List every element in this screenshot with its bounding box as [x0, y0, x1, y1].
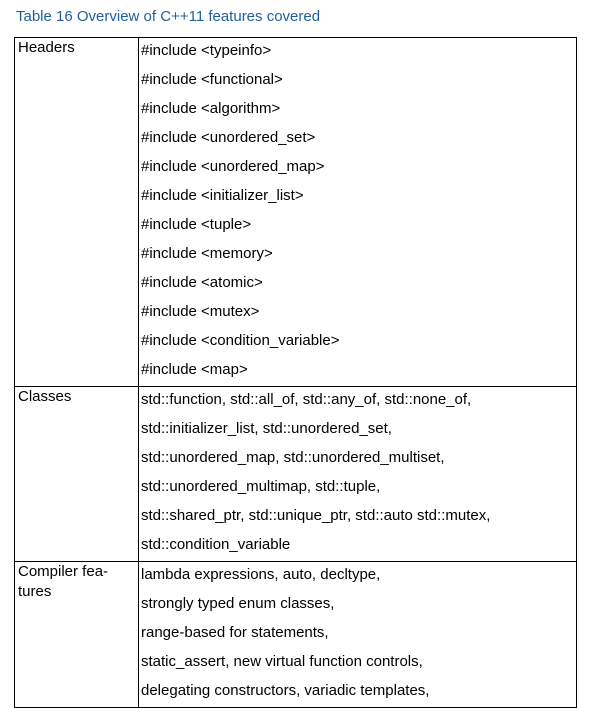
class-item: std::unordered_multimap, std::tuple,: [141, 478, 381, 495]
row-label-line: tures: [18, 583, 52, 600]
compiler-feature-item: delegating constructors, variadic templates,: [141, 682, 430, 699]
class-item: std::shared_ptr, std::unique_ptr, std::auto std::mutex,: [141, 507, 491, 524]
header-item: #include <map>: [141, 361, 248, 378]
header-item: #include <memory>: [141, 245, 273, 262]
row-label-classes: Classes: [15, 387, 139, 562]
row-label-compiler-features: [15, 562, 139, 708]
table-caption: Table 16 Overview of C++11 features covered: [16, 8, 321, 25]
row-label-headers: Headers: [15, 38, 139, 387]
header-item: #include <algorithm>: [141, 100, 281, 117]
header-item: #include <tuple>: [141, 216, 252, 233]
table-row-headers: [15, 38, 577, 387]
compiler-feature-item: lambda expressions, auto, decltype,: [141, 566, 381, 583]
header-item: #include <unordered_map>: [141, 158, 325, 175]
class-item: std::unordered_map, std::unordered_multiset,: [141, 449, 445, 466]
class-item: std::initializer_list, std::unordered_set,: [141, 420, 392, 437]
compiler-features-items-cell: [139, 562, 577, 708]
compiler-feature-item: strongly typed enum classes,: [141, 595, 335, 612]
table-row-classes: [15, 387, 577, 562]
headers-items-cell: [139, 38, 577, 387]
compiler-feature-item: static_assert, new virtual function controls,: [141, 653, 423, 670]
header-item: #include <initializer_list>: [141, 187, 304, 204]
classes-items-cell: [139, 387, 577, 562]
row-label-line: Compiler fea-: [18, 563, 109, 580]
table-row-compiler-features: [15, 562, 577, 708]
header-item: #include <condition_variable>: [141, 332, 340, 349]
class-item: std::function, std::all_of, std::any_of, std::none_of,: [141, 391, 472, 408]
class-item: std::condition_variable: [141, 536, 291, 553]
header-item: #include <typeinfo>: [141, 42, 272, 59]
header-item: #include <atomic>: [141, 274, 263, 291]
header-item: #include <unordered_set>: [141, 129, 316, 146]
compiler-feature-item: range-based for statements,: [141, 624, 329, 641]
header-item: #include <functional>: [141, 71, 283, 88]
features-table: [14, 37, 577, 708]
header-item: #include <mutex>: [141, 303, 260, 320]
